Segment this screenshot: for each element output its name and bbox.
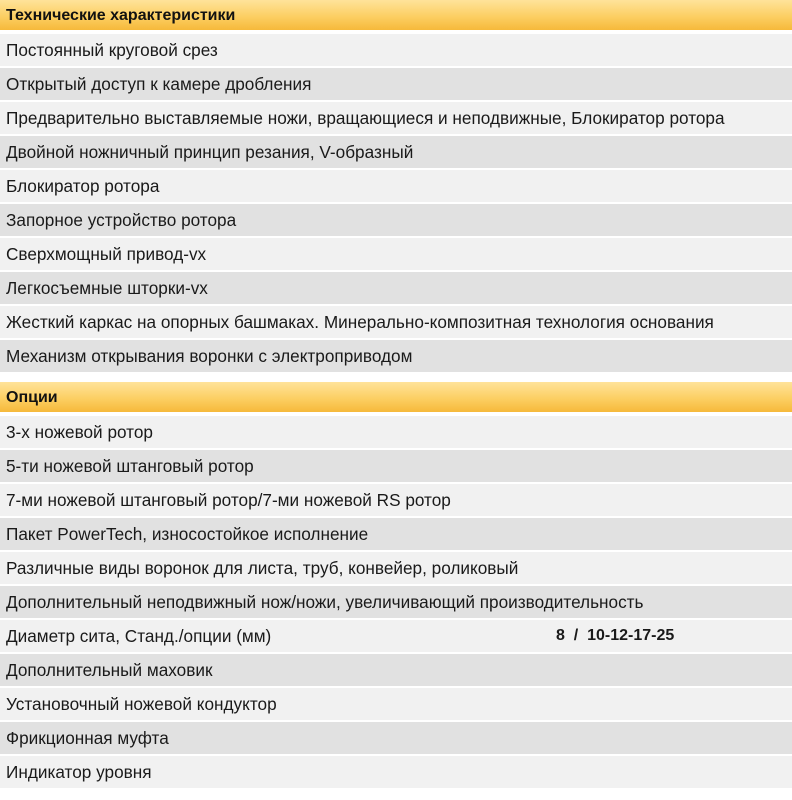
- option-label: 7-ми ножевой штанговый ротор/7-ми ножевой RS ротор: [6, 490, 451, 510]
- spec-row: Жесткий каркас на опорных башмаках. Минерально-композитная технология основания: [0, 306, 792, 338]
- spec-row: Механизм открывания воронки с электроприводом: [0, 340, 792, 372]
- options-list: [0, 416, 792, 788]
- option-row: [0, 518, 792, 550]
- option-label: Индикатор уровня: [6, 762, 152, 782]
- spec-row: Блокиратор ротора: [0, 170, 792, 202]
- spec-row: Сверхмощный привод-vx: [0, 238, 792, 270]
- option-row: [0, 722, 792, 754]
- spec-row: Двойной ножничный принцип резания, V-образный: [0, 136, 792, 168]
- option-row: [0, 450, 792, 482]
- screen-diameter-value: 8 / 10-12-17-25: [556, 627, 675, 644]
- spec-row: Открытый доступ к камере дробления: [0, 68, 792, 100]
- option-label: Пакет PowerTech, износостойкое исполнение: [6, 524, 369, 544]
- option-row: [0, 484, 792, 516]
- option-row: [0, 756, 792, 788]
- section-spacer: [0, 374, 792, 382]
- option-label: Дополнительный неподвижный нож/ножи, увеличивающий производительность: [6, 592, 644, 612]
- spec-row: Легкосъемные шторки-vx: [0, 272, 792, 304]
- options-header: Опции: [0, 382, 792, 412]
- option-label: Различные виды воронок для листа, труб, конвейер, роликовый: [6, 558, 519, 578]
- option-row: [0, 688, 792, 720]
- option-label: Фрикционная муфта: [6, 728, 169, 748]
- option-label: Диаметр сита, Станд./опции (мм): [6, 626, 272, 646]
- option-row: [0, 620, 792, 652]
- option-label: Установочный ножевой кондуктор: [6, 694, 277, 714]
- spec-row: Постоянный круговой срез: [0, 34, 792, 66]
- option-row: [0, 552, 792, 584]
- spec-row: Запорное устройство ротора: [0, 204, 792, 236]
- specs-list: [0, 34, 792, 372]
- option-label: 3-х ножевой ротор: [6, 422, 153, 442]
- option-row: [0, 654, 792, 686]
- option-label: Дополнительный маховик: [6, 660, 213, 680]
- option-label: 5-ти ножевой штанговый ротор: [6, 456, 254, 476]
- spec-row: Предварительно выставляемые ножи, вращающиеся и неподвижные, Блокиратор ротора: [0, 102, 792, 134]
- specs-header: Технические характеристики: [0, 0, 792, 30]
- option-row: [0, 586, 792, 618]
- option-row: [0, 416, 792, 448]
